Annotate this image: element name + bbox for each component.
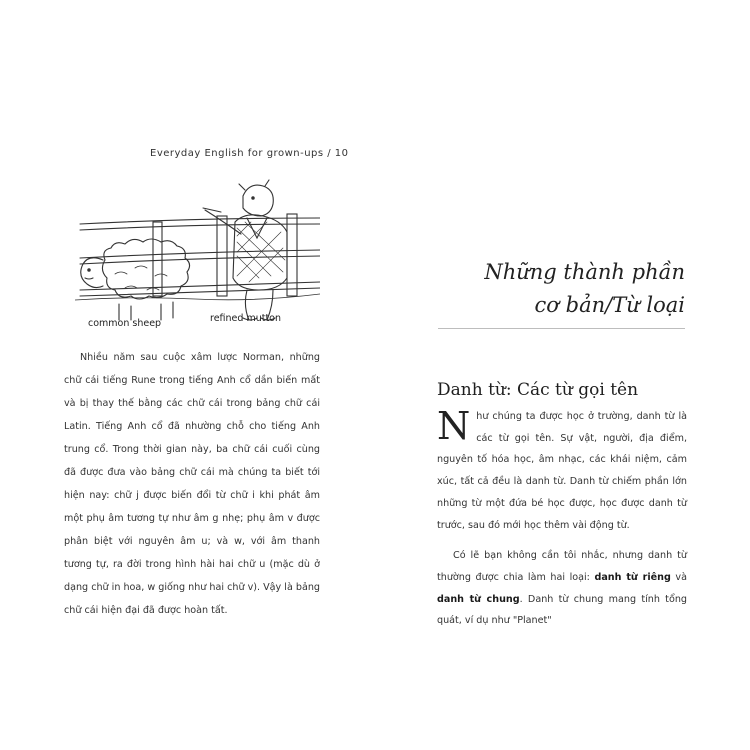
- drop-cap: N: [437, 404, 471, 448]
- paragraph-2-text-b: và: [670, 571, 687, 583]
- chapter-title-line2: cơ bản/Từ loại: [534, 293, 685, 317]
- left-body-text: [64, 346, 320, 622]
- right-paragraph-1: [437, 406, 687, 536]
- paragraph-2-text-c: . Danh từ chung mang tính tổng quát, ví dụ như "Planet": [437, 593, 687, 627]
- chapter-title: [438, 256, 685, 322]
- term-common-noun: danh từ chung: [437, 593, 520, 605]
- right-paragraph-2: [437, 545, 687, 632]
- term-proper-noun: danh từ riêng: [594, 571, 671, 583]
- section-heading: Danh từ: Các từ gọi tên: [437, 380, 639, 400]
- chapter-title-line1: Những thành phần: [484, 260, 685, 284]
- paragraph-1-text: hư chúng ta được học ở trường, danh từ là các từ gọi tên. Sự vật, người, địa điểm, nguyên tố hóa học, âm nhạc, các khái niệm, cảm xúc, tất cả đều là danh từ. Danh từ chiếm phần lớn những từ một đứa bé học được, học được danh từ trước, sau đó mới học thêm vài động từ.: [437, 411, 687, 531]
- sheep-cartoon-illustration: [75, 178, 320, 338]
- caption-common-sheep: common sheep: [88, 318, 162, 329]
- left-paragraph: Nhiều năm sau cuộc xâm lược Norman, những chữ cái tiếng Rune trong tiếng Anh cổ dần biến mất và bị thay thế bằng các chữ cái trong bảng chữ cái Latin. Tiếng Anh cổ đã nhường chỗ cho tiếng Anh trung cổ. Trong thời gian này, ba chữ cái cuối cùng đã được đưa vào bảng chữ cái mà chúng ta biết tới hiện nay: chữ j được biến đổi từ chữ i khi phát âm một phụ âm tương tự như âm g nhẹ; phụ âm v được phân biệt với nguyên âm u; và w, với âm thanh tương tự, ra đời trong hình hài hai chữ u (mặc dù ở dạng chữ in hoa, w giống như hai chữ v). Vậy là bảng chữ cái hiện đại đã được hoàn tất.: [64, 352, 321, 616]
- caption-refined-mutton: refined mutton: [210, 313, 281, 324]
- running-head: Everyday English for grown-ups / 10: [150, 148, 349, 159]
- title-divider: [438, 328, 685, 329]
- right-body-text: [437, 406, 687, 632]
- paragraph-2-text-a: Có lẽ bạn không cần tôi nhắc, nhưng danh từ thường được chia làm hai loại:: [437, 550, 687, 583]
